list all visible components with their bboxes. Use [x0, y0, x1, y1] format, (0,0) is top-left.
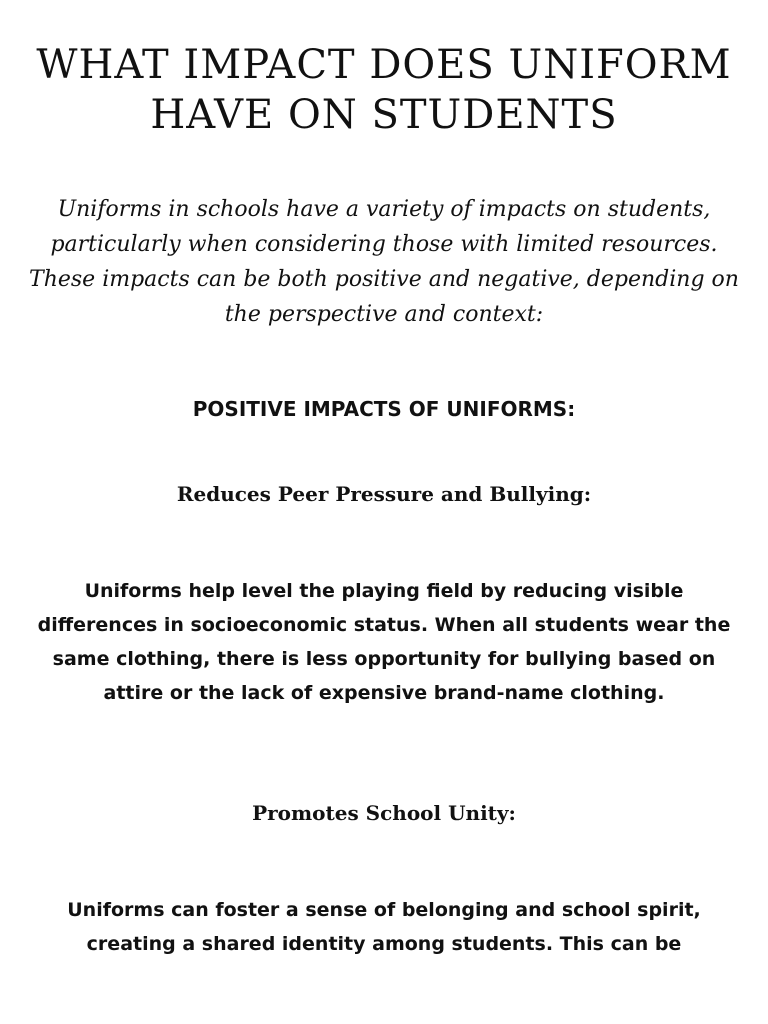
paragraph-peer-pressure: Uniforms help level the playing field by reducing visible differences in socioeconomic status. When all students wear the same clothing, there is less opportunity for bullying based on attire or the lack of expensive brand-name clothing. — [37, 580, 731, 704]
page-title: WHAT IMPACT DOES UNIFORM HAVE ON STUDENTS — [36, 42, 732, 138]
paragraph-school-unity: Uniforms can foster a sense of belonging and school spirit, creating a shared identity among students. This can be — [67, 899, 701, 955]
positive-impacts-heading: POSITIVE IMPACTS OF UNIFORMS: — [192, 397, 576, 421]
intro-paragraph: Uniforms in schools have a variety of impacts on students, particularly when considering those with limited resources. These impacts can be both positive and negative, depending on the perspective and context: — [29, 197, 739, 327]
subheading-school-unity: Promotes School Unity: — [252, 801, 516, 825]
subheading-peer-pressure: Reduces Peer Pressure and Bullying: — [176, 482, 592, 506]
